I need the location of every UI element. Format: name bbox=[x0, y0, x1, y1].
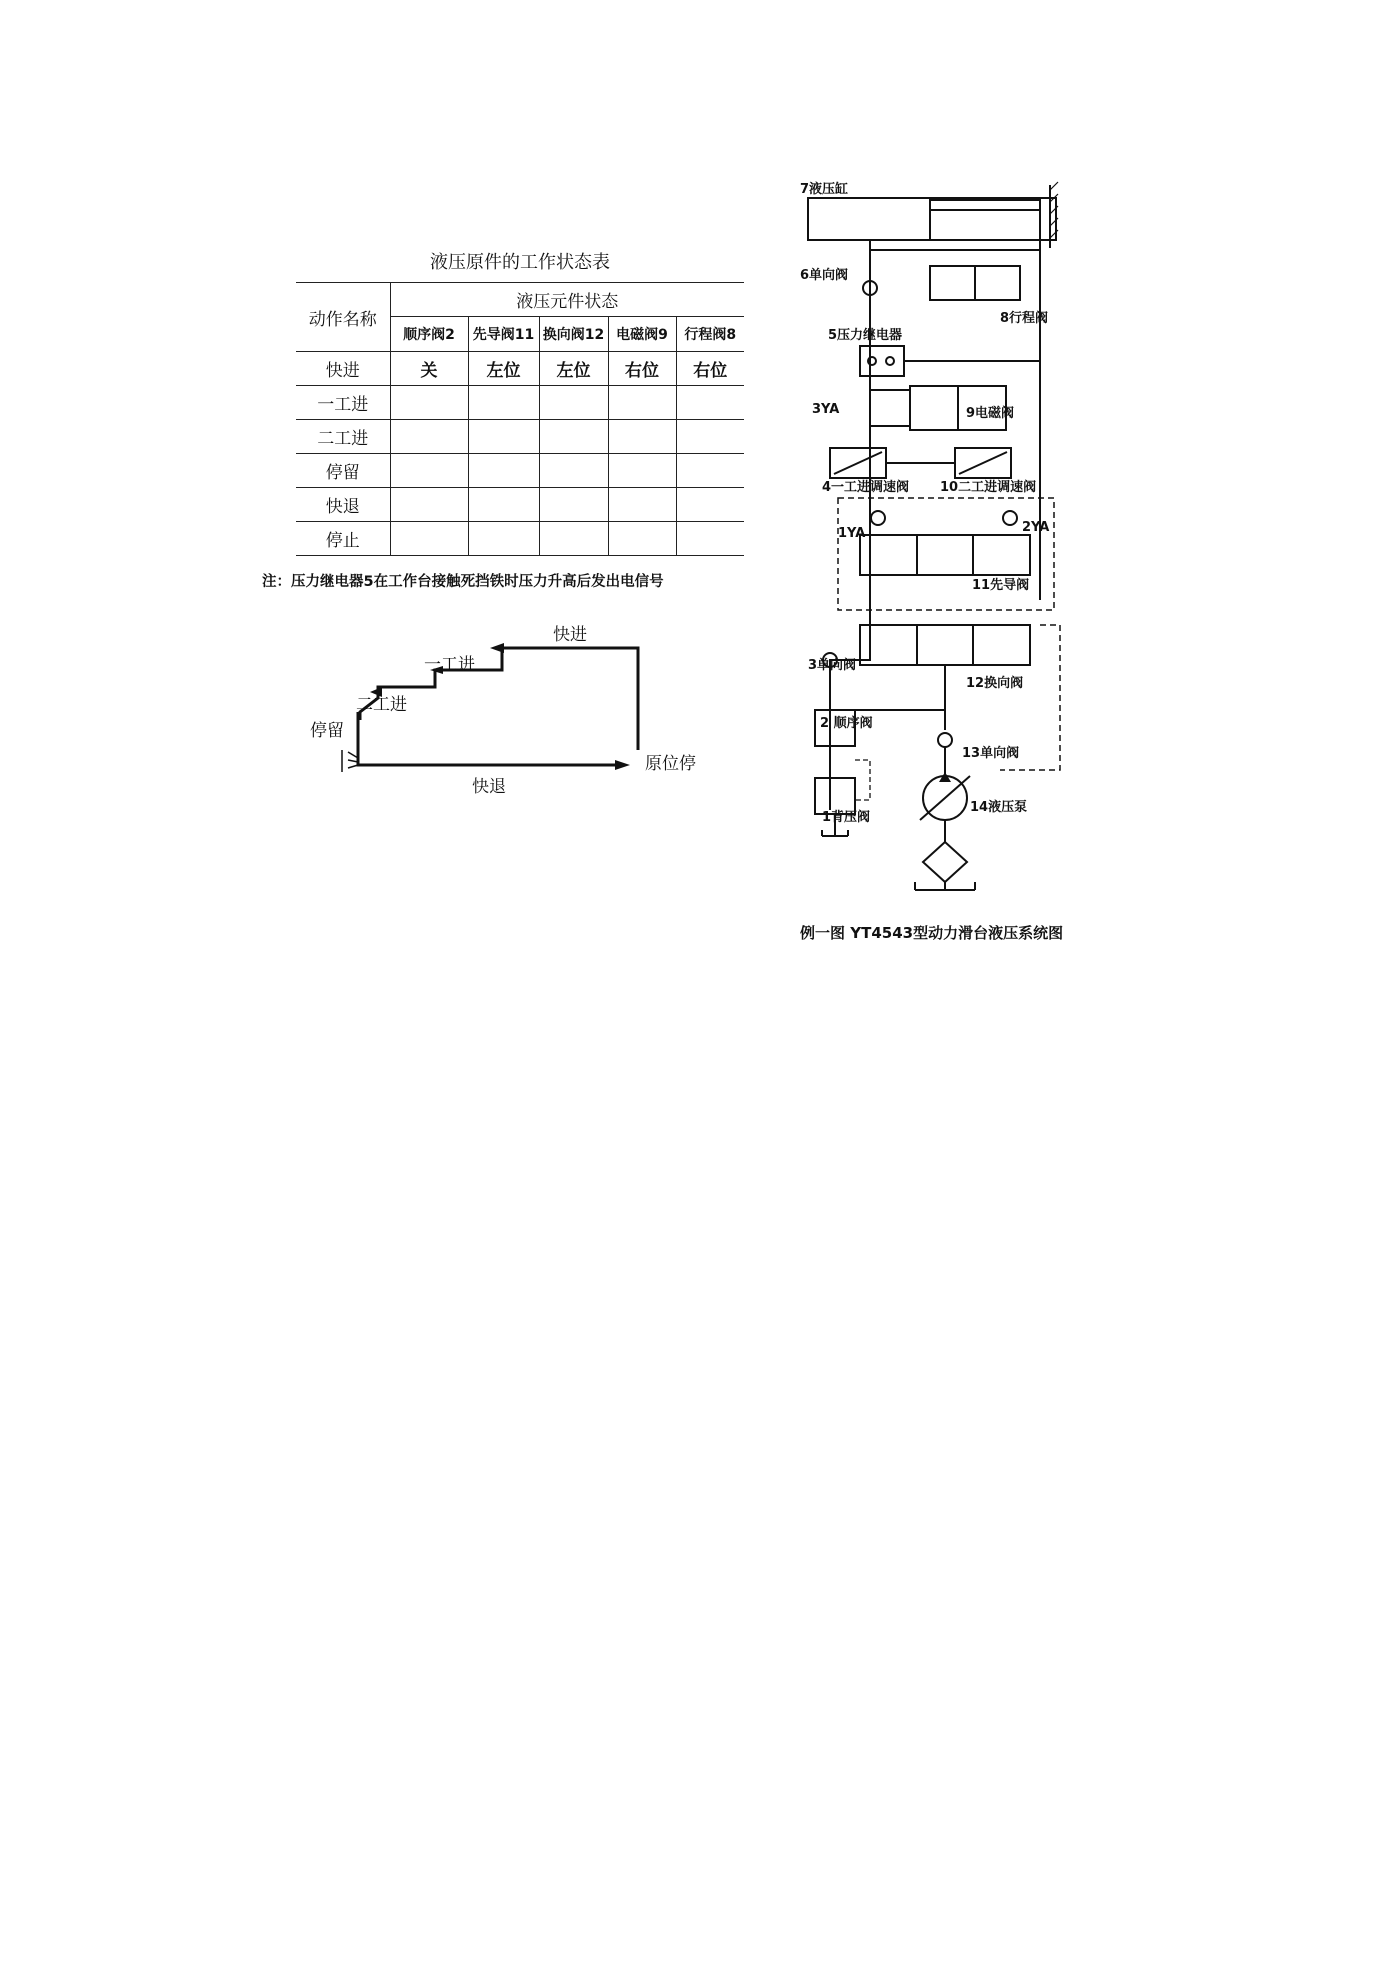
label-check-valve-3: 3单向阀 bbox=[808, 658, 857, 673]
label-solenoid-2ya: 2YA bbox=[1022, 520, 1050, 535]
table-row bbox=[296, 454, 744, 488]
label-fast-return: 快退 bbox=[472, 777, 506, 797]
column-header: 电磁阀9 bbox=[608, 317, 676, 352]
label-solenoid-valve-9: 9电磁阀 bbox=[966, 406, 1015, 421]
state-cell bbox=[676, 522, 744, 556]
state-cell bbox=[676, 386, 744, 420]
state-cell: 左位 bbox=[468, 352, 539, 386]
diagram-caption: 例一图 YT4543型动力滑台液压系统图 bbox=[800, 924, 1064, 942]
label-check-valve-13: 13单向阀 bbox=[962, 746, 1020, 761]
state-cell bbox=[608, 386, 676, 420]
table-note: 注：压力继电器5在工作台接触死挡铁时压力升高后发出电信号 bbox=[262, 574, 664, 590]
state-cell bbox=[608, 420, 676, 454]
action-cell: 二工进 bbox=[296, 420, 390, 454]
label-travel-valve-8: 8行程阀 bbox=[1000, 311, 1049, 326]
label-work-feed-1: 一工进 bbox=[424, 655, 475, 675]
state-cell: 右位 bbox=[608, 352, 676, 386]
state-cell bbox=[539, 522, 608, 556]
label-home-stop: 原位停 bbox=[645, 754, 696, 774]
state-cell bbox=[608, 454, 676, 488]
state-cell bbox=[539, 454, 608, 488]
label-check-valve-6: 6单向阀 bbox=[800, 268, 849, 283]
label-solenoid-1ya: 1YA bbox=[838, 526, 866, 541]
pilot-valve-11 bbox=[860, 535, 1030, 575]
label-dwell: 停留 bbox=[310, 721, 344, 741]
state-cell bbox=[468, 386, 539, 420]
arrow-icon bbox=[490, 643, 504, 653]
label-directional-valve-12: 12换向阀 bbox=[966, 676, 1024, 691]
action-cell: 快退 bbox=[296, 488, 390, 522]
state-cell bbox=[539, 386, 608, 420]
state-cell bbox=[468, 454, 539, 488]
label-pilot-valve-11: 11先导阀 bbox=[972, 578, 1030, 593]
check-valve-icon bbox=[871, 511, 885, 525]
label-solenoid-3ya: 3YA bbox=[812, 402, 840, 417]
state-cell bbox=[676, 420, 744, 454]
label-cylinder-7: 7液压缸 bbox=[800, 182, 849, 197]
solenoid-3ya bbox=[870, 390, 910, 426]
table-row bbox=[296, 522, 744, 556]
state-cell bbox=[468, 420, 539, 454]
label-pump-14: 14液压泵 bbox=[970, 800, 1028, 815]
column-header: 顺序阀2 bbox=[390, 317, 468, 352]
state-cell bbox=[676, 454, 744, 488]
action-cell: 一工进 bbox=[296, 386, 390, 420]
state-cell bbox=[468, 488, 539, 522]
label-work-feed-2: 二工进 bbox=[356, 695, 407, 715]
state-cell bbox=[390, 420, 468, 454]
fast-return-path bbox=[358, 712, 620, 765]
state-cell bbox=[539, 488, 608, 522]
column-header: 换向阀12 bbox=[539, 317, 608, 352]
state-cell bbox=[676, 488, 744, 522]
pressure-relay-5 bbox=[860, 346, 904, 376]
column-header: 行程阀8 bbox=[676, 317, 744, 352]
fast-forward-path bbox=[500, 648, 638, 720]
state-cell bbox=[608, 488, 676, 522]
state-cell bbox=[539, 420, 608, 454]
table-title: 液压原件的工作状态表 bbox=[430, 252, 610, 273]
state-cell bbox=[390, 386, 468, 420]
piston-rod bbox=[930, 200, 1040, 210]
directional-valve-12 bbox=[860, 625, 1030, 665]
state-cell: 关 bbox=[390, 352, 468, 386]
action-cell: 停留 bbox=[296, 454, 390, 488]
label-fast-forward: 快进 bbox=[553, 625, 587, 645]
column-header: 先导阀11 bbox=[468, 317, 539, 352]
label-speed-valve-10: 10二工进调速阀 bbox=[940, 480, 1037, 495]
table-row bbox=[296, 488, 744, 522]
state-cell bbox=[390, 522, 468, 556]
stop-block-icon bbox=[342, 750, 358, 772]
action-cell: 快进 bbox=[296, 352, 390, 386]
row-header: 动作名称 bbox=[296, 283, 390, 352]
label-back-pressure-valve-1: 1背压阀 bbox=[822, 810, 871, 825]
label-pressure-relay-5: 5压力继电器 bbox=[828, 328, 903, 343]
table-row bbox=[296, 420, 744, 454]
label-speed-valve-4: 4一工进调速阀 bbox=[822, 480, 910, 495]
state-cell bbox=[390, 488, 468, 522]
arrow-icon bbox=[615, 760, 630, 770]
state-cell: 左位 bbox=[539, 352, 608, 386]
state-cell bbox=[390, 454, 468, 488]
action-cell: 停止 bbox=[296, 522, 390, 556]
state-cell: 右位 bbox=[676, 352, 744, 386]
cylinder-body bbox=[808, 198, 1056, 240]
table-row bbox=[296, 386, 744, 420]
state-cell bbox=[468, 522, 539, 556]
label-sequence-valve-2: 2 顺序阀 bbox=[820, 716, 873, 731]
filter-icon bbox=[923, 842, 967, 882]
check-valve-icon bbox=[1003, 511, 1017, 525]
state-cell bbox=[608, 522, 676, 556]
group-header: 液压元件状态 bbox=[390, 283, 744, 317]
state-table bbox=[296, 282, 744, 556]
table-row bbox=[296, 352, 744, 386]
check-valve-13-icon bbox=[938, 733, 952, 747]
